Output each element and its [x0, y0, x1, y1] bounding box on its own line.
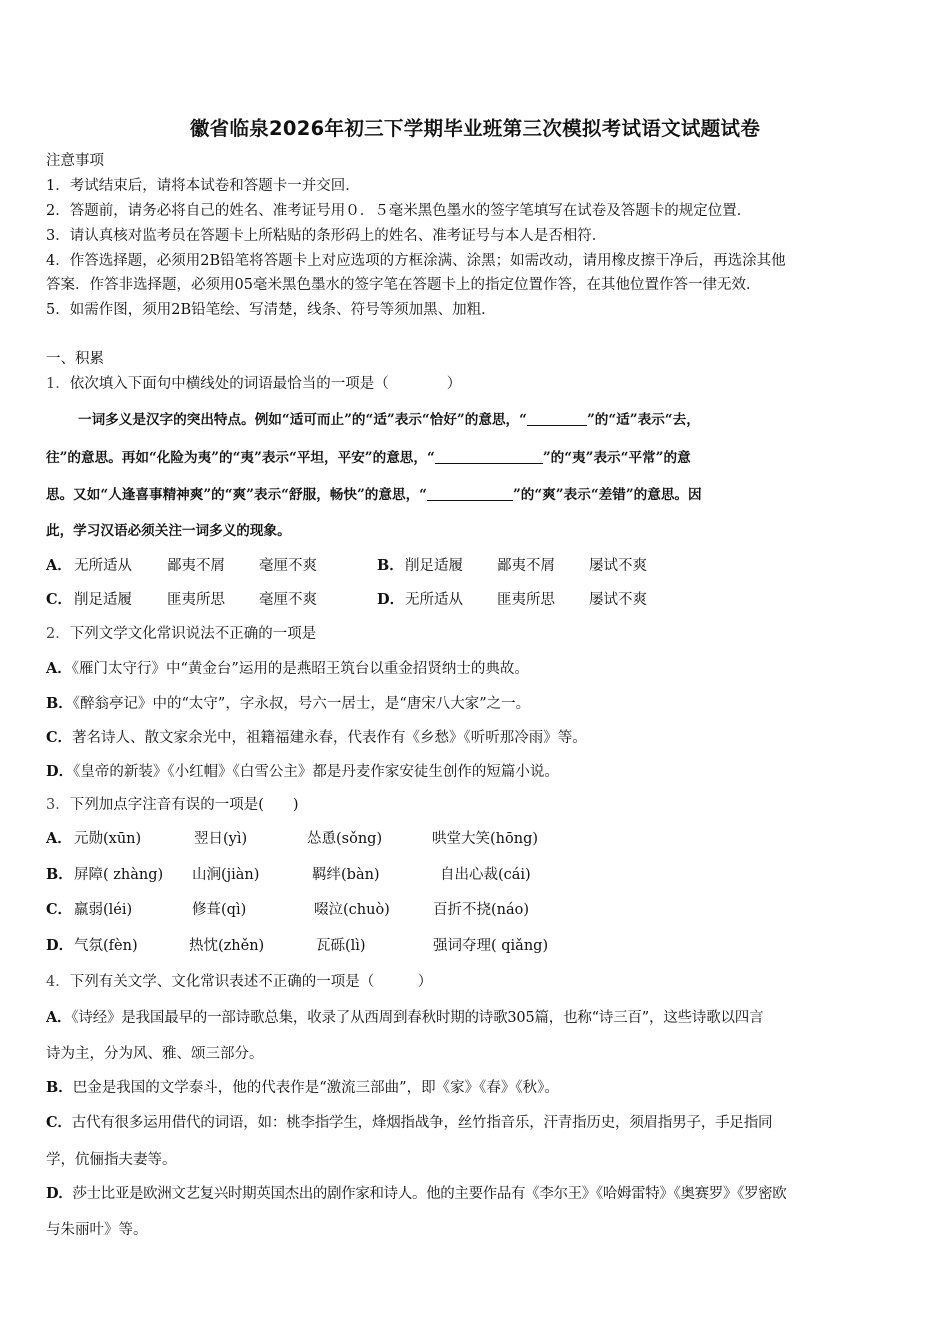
section-heading: 一、积累	[46, 351, 104, 367]
option-line	[46, 765, 559, 780]
option-text: 《醉翁亭记》中的“太守”，字永叔，号六一居士，是“唐宋八大家”之一。	[72, 696, 531, 712]
option-label: A．	[46, 557, 72, 574]
option-label: D．	[46, 937, 74, 954]
option-label: B．	[377, 557, 404, 574]
option-line	[46, 1081, 559, 1096]
option-word: 屡试不爽	[589, 592, 647, 608]
option-label: C．	[46, 729, 73, 746]
option-label: A．	[46, 1009, 72, 1026]
question-text: 下列加点字注音有误的一项是( )	[69, 797, 299, 813]
page-title: 徽省临泉2026年初三下学期毕业班第三次模拟考试语文试题试卷	[189, 117, 761, 140]
option-item: 山涧(jiàn)	[192, 867, 260, 883]
option-line	[46, 1187, 786, 1202]
option-item: 热忱(zhěn)	[189, 938, 265, 954]
option-item: 啜泣(chuò)	[314, 902, 390, 918]
option-item: 自出心裁(cái)	[440, 867, 531, 883]
notice-item: 3．请认真核对监考员在答题卡上所粘贴的条形码上的姓名、准考证号与本人是否相符．	[46, 228, 607, 244]
option-item: 羁绊(bàn)	[312, 867, 380, 883]
passage-line	[46, 488, 702, 503]
option-text: 《皇帝的新装》《小红帽》《白雪公主》都是丹麦作家安徒生创作的短篇小说。	[73, 764, 559, 780]
option-text: 《雁门太守行》中“黄金台”运用的是燕昭王筑台以重金招贤纳士的典故。	[71, 661, 529, 677]
option-text: 古代有很多运用借代的词语，如：桃李指学生，烽烟指战争，丝竹指音乐，汗青指历史，须眉指男子，手足指同	[71, 1115, 773, 1131]
question-text: 依次填入下面句中横线处的词语最恰当的一项是（ ）	[69, 376, 462, 392]
option-word: 无所适从	[405, 592, 463, 608]
option-word: 毫厘不爽	[259, 592, 317, 608]
passage-line: 此，学习汉语必须关注一词多义的现象。	[46, 523, 291, 539]
option-text: 巴金是我国的文学泰斗，他的代表作是“激流三部曲”，即《家》《春》《秋》。	[72, 1080, 559, 1096]
option-item: 元勋(xūn)	[74, 831, 142, 847]
question-text: 下列有关文学、文化常识表述不正确的一项是（ ）	[69, 974, 433, 990]
option-word: 无所适从	[74, 558, 132, 574]
option-word: 削足适履	[74, 592, 132, 608]
notice-item: 1．考试结束后，请将本试卷和答题卡一并交回．	[46, 178, 360, 194]
question-3-stem	[46, 798, 299, 813]
notice-heading: 注意事项	[46, 153, 104, 169]
option-word: 鄙夷不屑	[167, 558, 225, 574]
option-line	[46, 731, 587, 746]
question-number: 1．	[46, 376, 70, 392]
question-number: 2．	[46, 626, 70, 642]
option-word: 匪夷所思	[167, 592, 225, 608]
question-number: 4．	[46, 974, 70, 990]
option-label: B．	[46, 866, 73, 883]
option-item: 翌日(yì)	[194, 831, 248, 847]
option-item: 屏障( zhàng)	[74, 867, 164, 883]
passage-text: 思。又如“人逢喜事精神爽”的“爽”表示“舒服，畅快”的意思，“	[46, 487, 427, 503]
option-word: 屡试不爽	[589, 558, 647, 574]
option-label: C．	[46, 1114, 72, 1131]
option-item: 羸弱(léi)	[74, 902, 133, 918]
option-label: D．	[46, 763, 74, 780]
option-line	[46, 1116, 772, 1131]
passage-line	[78, 413, 700, 428]
option-label: B．	[46, 695, 73, 712]
option-item: 怂恿(sǒng)	[307, 831, 383, 847]
option-word: 鄙夷不屑	[497, 558, 555, 574]
option-label: A．	[46, 660, 72, 677]
question-number: 3．	[46, 797, 70, 813]
option-text: 著名诗人、散文家余光中，祖籍福建永春，代表作有《乡愁》《听听那冷雨》等。	[72, 730, 587, 746]
question-1-stem	[46, 377, 461, 392]
option-line	[46, 697, 530, 712]
option-label: C．	[46, 901, 73, 918]
option-word: 削足适履	[405, 558, 463, 574]
answer-blank	[527, 413, 587, 426]
option-word: 毫厘不爽	[259, 558, 317, 574]
notice-item: 5．如需作图，须用2B铅笔绘、写清楚，线条、符号等须加黑、加粗．	[46, 302, 496, 318]
notice-item: 4．作答选择题，必须用2B铅笔将答题卡上对应选项的方框涂满、涂黑；如需改动，请用橡皮擦干净后，再选涂其他	[46, 253, 786, 269]
option-label: A．	[46, 830, 72, 847]
option-word: 匪夷所思	[497, 592, 555, 608]
option-item: 强词夺理( qiǎng)	[433, 938, 549, 954]
option-label: C．	[46, 591, 73, 608]
option-item: 哄堂大笑(hōng)	[432, 831, 539, 847]
option-line	[46, 1011, 763, 1026]
question-2-stem	[46, 627, 316, 642]
option-item: 气氛(fèn)	[74, 938, 138, 954]
option-text: 《诗经》是我国最早的一部诗歌总集，收录了从西周到春秋时期的诗歌305篇，也称“诗三百”，这些诗歌以四言	[71, 1010, 764, 1026]
question-4-stem	[46, 975, 432, 990]
option-text: 莎士比亚是欧洲文艺复兴时期英国杰出的剧作家和诗人。他的主要作品有《李尔王》《哈姆雷特》《奥赛罗》《罗密欧	[72, 1186, 787, 1202]
passage-text: ”的“适”表示“去，	[586, 412, 700, 428]
option-item: 百折不挠(náo)	[433, 902, 530, 918]
option-line	[46, 662, 529, 677]
passage-text: 往”的意思。再如“化险为夷”的“夷”表示“平坦，平安”的意思，“	[46, 450, 435, 466]
option-label: D．	[46, 1185, 73, 1202]
option-line-cont: 诗为主，分为风、雅、颂三部分。	[46, 1046, 264, 1062]
option-item: 瓦砾(lì)	[316, 938, 366, 954]
option-line-cont: 与朱丽叶》等。	[46, 1222, 148, 1238]
option-label: D．	[377, 591, 405, 608]
option-line-cont: 学，伉俪指夫妻等。	[46, 1152, 177, 1168]
notice-item: 答案．作答非选择题，必须用05毫米黑色墨水的签字笔在答题卡上的指定位置作答，在其他位置作答一律无效．	[46, 277, 761, 293]
answer-blank	[435, 451, 543, 464]
passage-text: 一词多义是汉字的突出特点。例如“适可而止”的“适”表示“恰好”的意思，“	[78, 412, 527, 428]
passage-line	[46, 451, 691, 466]
passage-text: ”的“夷”表示“平常”的意	[542, 450, 691, 466]
notice-item: 2．答题前，请务必将自己的姓名、准考证号用０．５毫米黑色墨水的签字笔填写在试卷及答题卡的规定位置．	[46, 203, 752, 219]
passage-text: ”的“爽”表示“差错”的意思。因	[512, 487, 702, 503]
answer-blank	[427, 488, 513, 501]
option-item: 修葺(qì)	[192, 902, 247, 918]
option-label: B．	[46, 1079, 73, 1096]
question-text: 下列文学文化常识说法不正确的一项是	[69, 626, 317, 642]
